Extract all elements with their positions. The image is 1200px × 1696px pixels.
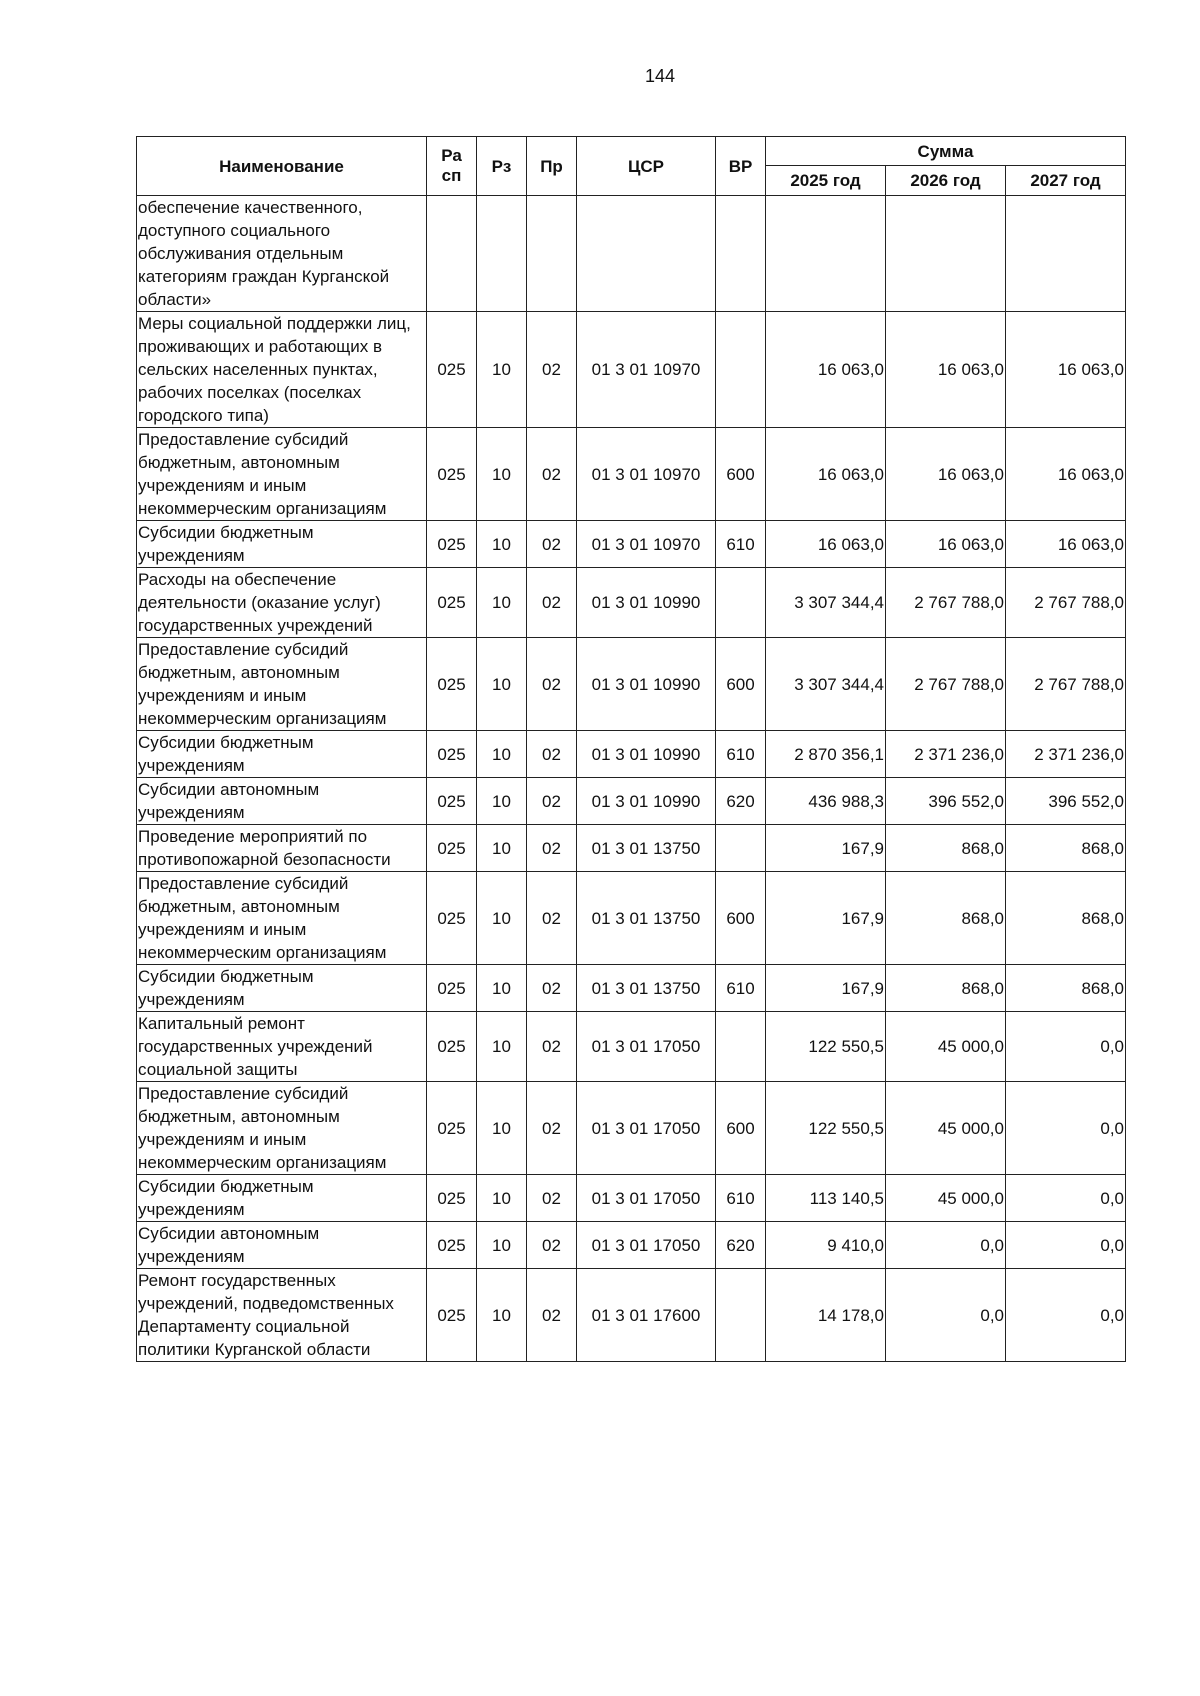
row-2027-cell: 16 063,0 [1006, 428, 1126, 521]
row-2027-cell [1006, 196, 1126, 312]
table-row [137, 872, 1126, 965]
row-vr-cell: 600 [716, 428, 766, 521]
row-rasp-cell: 025 [427, 1269, 477, 1362]
row-2026-cell: 45 000,0 [886, 1175, 1006, 1222]
row-vr-cell [716, 312, 766, 428]
row-2026-cell: 16 063,0 [886, 312, 1006, 428]
row-csr-cell: 01 3 01 10970 [577, 521, 716, 568]
row-rz-cell [477, 196, 527, 312]
header-name: Наименование [137, 137, 427, 196]
header-rasp-line1: Ра [441, 146, 462, 165]
row-vr-cell: 610 [716, 521, 766, 568]
row-rasp-cell: 025 [427, 731, 477, 778]
row-rz-cell: 10 [477, 638, 527, 731]
row-2026-cell [886, 196, 1006, 312]
row-rasp-cell: 025 [427, 428, 477, 521]
header-rz: Рз [477, 137, 527, 196]
row-pr-cell: 02 [527, 1175, 577, 1222]
row-rasp-cell: 025 [427, 778, 477, 825]
row-name-cell: Капитальный ремонт государственных учреждений социальной защиты [137, 1012, 427, 1082]
row-csr-cell: 01 3 01 17600 [577, 1269, 716, 1362]
row-2027-cell: 0,0 [1006, 1222, 1126, 1269]
row-2027-cell: 868,0 [1006, 872, 1126, 965]
row-csr-cell: 01 3 01 17050 [577, 1222, 716, 1269]
row-2026-cell: 868,0 [886, 965, 1006, 1012]
row-csr-cell: 01 3 01 10990 [577, 568, 716, 638]
row-2026-cell: 16 063,0 [886, 521, 1006, 568]
row-pr-cell: 02 [527, 965, 577, 1012]
header-2025: 2025 год [766, 166, 886, 196]
header-rasp [427, 137, 477, 196]
row-2027-cell: 16 063,0 [1006, 312, 1126, 428]
table-row [137, 778, 1126, 825]
row-rz-cell: 10 [477, 1269, 527, 1362]
row-rasp-cell: 025 [427, 312, 477, 428]
row-name-cell: Субсидии автономным учреждениям [137, 1222, 427, 1269]
row-2025-cell: 167,9 [766, 872, 886, 965]
row-name-cell: Меры социальной поддержки лиц, проживающих и работающих в сельских населенных пунктах, рабочих поселках (поселках городского типа) [137, 312, 427, 428]
row-csr-cell: 01 3 01 13750 [577, 825, 716, 872]
row-2026-cell: 2 371 236,0 [886, 731, 1006, 778]
row-name-cell: Субсидии автономным учреждениям [137, 778, 427, 825]
row-csr-cell [577, 196, 716, 312]
row-vr-cell: 610 [716, 731, 766, 778]
header-sum: Сумма [766, 137, 1126, 166]
row-2027-cell: 2 767 788,0 [1006, 568, 1126, 638]
row-vr-cell [716, 825, 766, 872]
row-rz-cell: 10 [477, 1222, 527, 1269]
row-pr-cell: 02 [527, 521, 577, 568]
row-csr-cell: 01 3 01 17050 [577, 1175, 716, 1222]
row-pr-cell: 02 [527, 1222, 577, 1269]
row-2025-cell: 3 307 344,4 [766, 638, 886, 731]
row-2026-cell: 2 767 788,0 [886, 568, 1006, 638]
row-2027-cell: 396 552,0 [1006, 778, 1126, 825]
row-rasp-cell: 025 [427, 872, 477, 965]
row-name-cell: Предоставление субсидий бюджетным, автономным учреждениям и иным некоммерческим организациям [137, 1082, 427, 1175]
row-rz-cell: 10 [477, 872, 527, 965]
row-rz-cell: 10 [477, 1082, 527, 1175]
row-csr-cell: 01 3 01 13750 [577, 965, 716, 1012]
row-vr-cell [716, 1012, 766, 1082]
row-rz-cell: 10 [477, 1012, 527, 1082]
row-vr-cell [716, 196, 766, 312]
row-pr-cell: 02 [527, 1269, 577, 1362]
row-pr-cell: 02 [527, 872, 577, 965]
table-row [137, 965, 1126, 1012]
row-rasp-cell: 025 [427, 825, 477, 872]
row-pr-cell: 02 [527, 1082, 577, 1175]
table-row [137, 568, 1126, 638]
page-number: 144 [644, 66, 676, 86]
row-2025-cell: 436 988,3 [766, 778, 886, 825]
row-pr-cell [527, 196, 577, 312]
row-2027-cell: 0,0 [1006, 1012, 1126, 1082]
row-vr-cell [716, 1269, 766, 1362]
row-2027-cell: 0,0 [1006, 1175, 1126, 1222]
row-2026-cell: 0,0 [886, 1222, 1006, 1269]
row-rz-cell: 10 [477, 825, 527, 872]
table-row [137, 1082, 1126, 1175]
table-row [137, 312, 1126, 428]
row-csr-cell: 01 3 01 10990 [577, 638, 716, 731]
row-name-cell: Субсидии бюджетным учреждениям [137, 965, 427, 1012]
row-rasp-cell: 025 [427, 568, 477, 638]
row-2025-cell: 167,9 [766, 825, 886, 872]
row-2026-cell: 2 767 788,0 [886, 638, 1006, 731]
row-2025-cell: 16 063,0 [766, 312, 886, 428]
row-pr-cell: 02 [527, 778, 577, 825]
row-pr-cell: 02 [527, 312, 577, 428]
row-2026-cell: 0,0 [886, 1269, 1006, 1362]
row-2025-cell: 16 063,0 [766, 521, 886, 568]
table-row [137, 1222, 1126, 1269]
row-vr-cell: 600 [716, 872, 766, 965]
row-2026-cell: 868,0 [886, 825, 1006, 872]
row-vr-cell [716, 568, 766, 638]
table-row [137, 521, 1126, 568]
row-rz-cell: 10 [477, 965, 527, 1012]
row-2025-cell: 167,9 [766, 965, 886, 1012]
row-2027-cell: 868,0 [1006, 825, 1126, 872]
header-row-top [137, 137, 1126, 166]
row-2026-cell: 45 000,0 [886, 1012, 1006, 1082]
table-row [137, 1012, 1126, 1082]
row-2027-cell: 868,0 [1006, 965, 1126, 1012]
row-2027-cell: 0,0 [1006, 1082, 1126, 1175]
row-rz-cell: 10 [477, 521, 527, 568]
row-name-cell: Субсидии бюджетным учреждениям [137, 731, 427, 778]
row-vr-cell: 610 [716, 1175, 766, 1222]
row-vr-cell: 620 [716, 1222, 766, 1269]
row-vr-cell: 610 [716, 965, 766, 1012]
row-rasp-cell: 025 [427, 638, 477, 731]
row-name-cell: обеспечение качественного, доступного социального обслуживания отдельным категориям граждан Курганской области» [137, 196, 427, 312]
row-2027-cell: 2 371 236,0 [1006, 731, 1126, 778]
row-2025-cell: 3 307 344,4 [766, 568, 886, 638]
header-rasp-line2: сп [441, 166, 462, 185]
row-rasp-cell: 025 [427, 521, 477, 568]
row-2027-cell: 0,0 [1006, 1269, 1126, 1362]
row-2025-cell: 122 550,5 [766, 1082, 886, 1175]
row-rz-cell: 10 [477, 1175, 527, 1222]
row-2026-cell: 45 000,0 [886, 1082, 1006, 1175]
row-2025-cell: 122 550,5 [766, 1012, 886, 1082]
row-2025-cell: 2 870 356,1 [766, 731, 886, 778]
header-vr: ВР [716, 137, 766, 196]
row-rasp-cell [427, 196, 477, 312]
row-2025-cell: 14 178,0 [766, 1269, 886, 1362]
row-vr-cell: 600 [716, 638, 766, 731]
row-pr-cell: 02 [527, 568, 577, 638]
row-rz-cell: 10 [477, 731, 527, 778]
table-row [137, 196, 1126, 312]
row-pr-cell: 02 [527, 428, 577, 521]
row-pr-cell: 02 [527, 1012, 577, 1082]
row-2027-cell: 16 063,0 [1006, 521, 1126, 568]
row-2025-cell [766, 196, 886, 312]
header-2026: 2026 год [886, 166, 1006, 196]
row-name-cell: Ремонт государственных учреждений, подведомственных Департаменту социальной политики Курганской области [137, 1269, 427, 1362]
row-rasp-cell: 025 [427, 965, 477, 1012]
table-body [137, 196, 1126, 1362]
table-row [137, 731, 1126, 778]
header-pr: Пр [527, 137, 577, 196]
table-row [137, 428, 1126, 521]
row-csr-cell: 01 3 01 17050 [577, 1082, 716, 1175]
row-2025-cell: 16 063,0 [766, 428, 886, 521]
header-csr: ЦСР [577, 137, 716, 196]
row-csr-cell: 01 3 01 10970 [577, 428, 716, 521]
row-rasp-cell: 025 [427, 1012, 477, 1082]
table-row [137, 1175, 1126, 1222]
row-2027-cell: 2 767 788,0 [1006, 638, 1126, 731]
row-pr-cell: 02 [527, 731, 577, 778]
row-2026-cell: 396 552,0 [886, 778, 1006, 825]
row-vr-cell: 620 [716, 778, 766, 825]
row-pr-cell: 02 [527, 638, 577, 731]
row-2025-cell: 113 140,5 [766, 1175, 886, 1222]
budget-table [136, 136, 1126, 1362]
row-name-cell: Субсидии бюджетным учреждениям [137, 1175, 427, 1222]
row-csr-cell: 01 3 01 10990 [577, 731, 716, 778]
row-rz-cell: 10 [477, 312, 527, 428]
row-pr-cell: 02 [527, 825, 577, 872]
row-name-cell: Расходы на обеспечение деятельности (оказание услуг) государственных учреждений [137, 568, 427, 638]
row-name-cell: Проведение мероприятий по противопожарной безопасности [137, 825, 427, 872]
table-row [137, 638, 1126, 731]
row-name-cell: Предоставление субсидий бюджетным, автономным учреждениям и иным некоммерческим организациям [137, 638, 427, 731]
table-row [137, 825, 1126, 872]
row-name-cell: Субсидии бюджетным учреждениям [137, 521, 427, 568]
row-rz-cell: 10 [477, 778, 527, 825]
row-vr-cell: 600 [716, 1082, 766, 1175]
row-name-cell: Предоставление субсидий бюджетным, автономным учреждениям и иным некоммерческим организациям [137, 428, 427, 521]
row-name-cell: Предоставление субсидий бюджетным, автономным учреждениям и иным некоммерческим организациям [137, 872, 427, 965]
table-row [137, 1269, 1126, 1362]
row-2026-cell: 868,0 [886, 872, 1006, 965]
row-csr-cell: 01 3 01 13750 [577, 872, 716, 965]
row-rz-cell: 10 [477, 568, 527, 638]
row-rz-cell: 10 [477, 428, 527, 521]
row-rasp-cell: 025 [427, 1222, 477, 1269]
row-csr-cell: 01 3 01 10990 [577, 778, 716, 825]
row-csr-cell: 01 3 01 10970 [577, 312, 716, 428]
header-2027: 2027 год [1006, 166, 1126, 196]
row-2026-cell: 16 063,0 [886, 428, 1006, 521]
row-rasp-cell: 025 [427, 1082, 477, 1175]
row-2025-cell: 9 410,0 [766, 1222, 886, 1269]
row-rasp-cell: 025 [427, 1175, 477, 1222]
row-csr-cell: 01 3 01 17050 [577, 1012, 716, 1082]
